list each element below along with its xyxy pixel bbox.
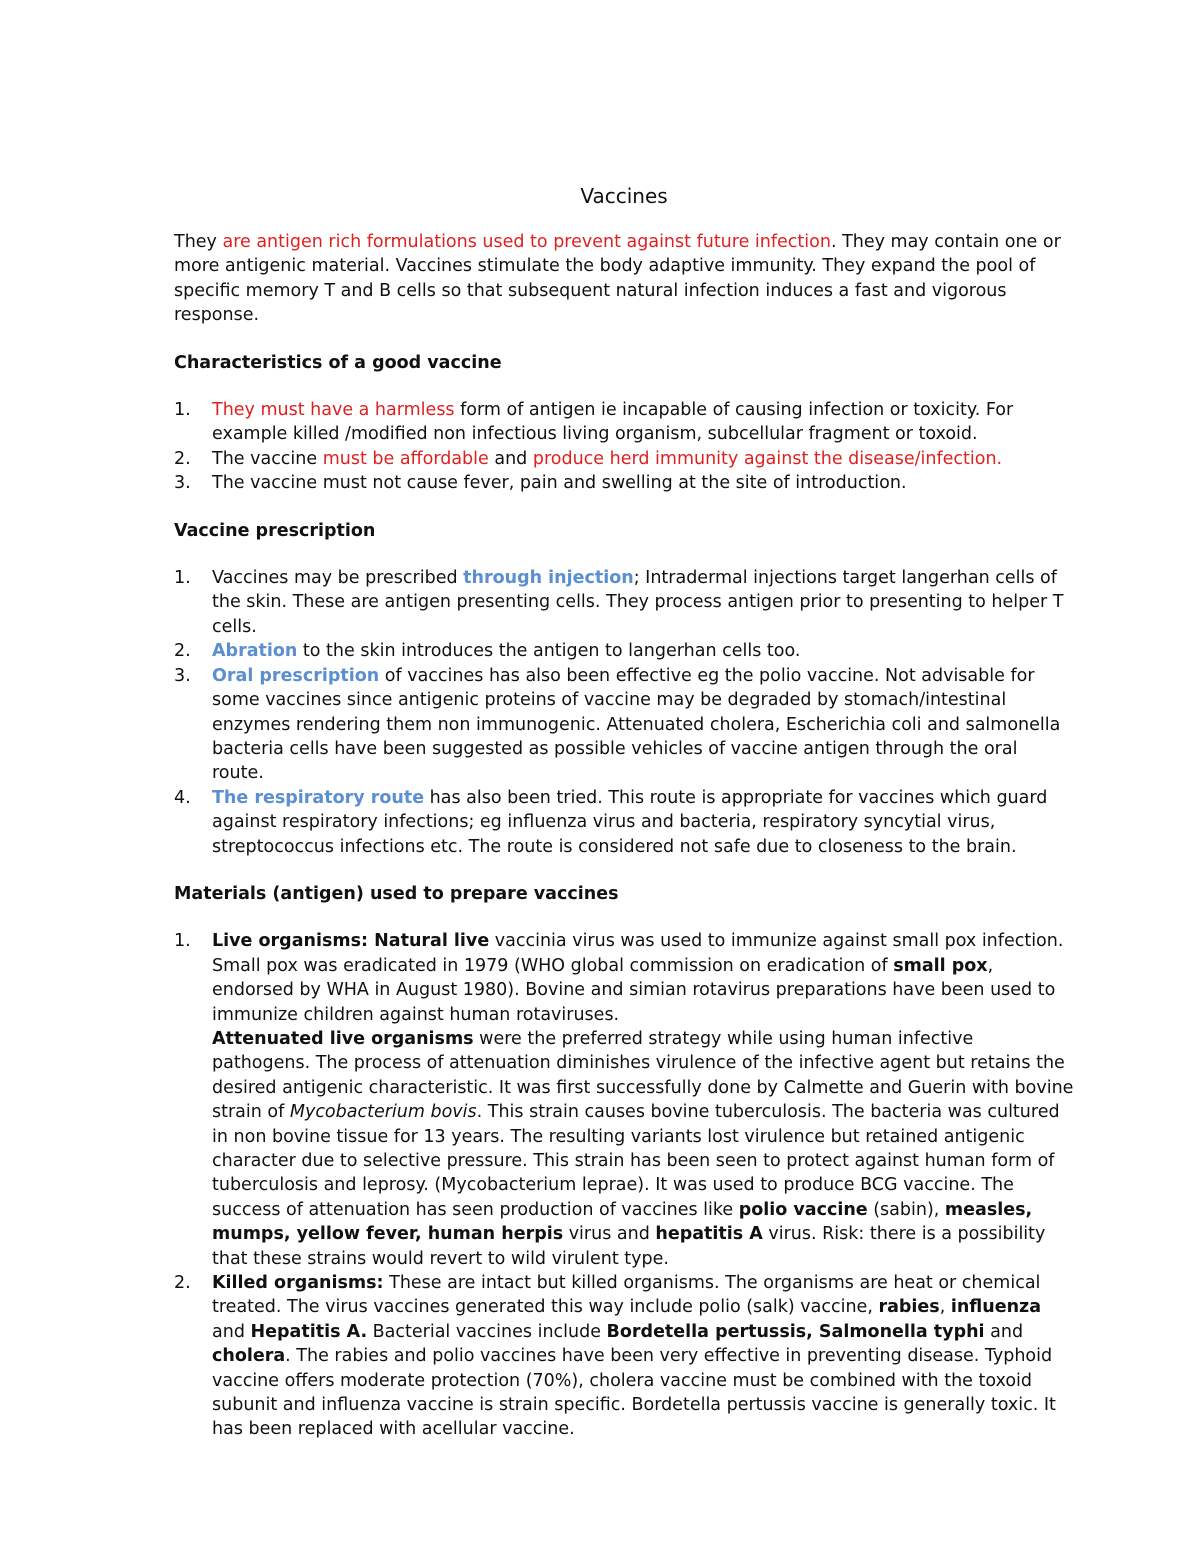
list-number: 4.	[174, 787, 191, 808]
list-item	[174, 639, 1074, 663]
item-text: and	[488, 448, 533, 469]
bold-term: Live organisms: Natural live	[212, 931, 490, 952]
item-text: These are intact but killed organisms. The organisms are heat or chemical treated. The virus vaccines generated this way include polio (salk) vaccine,	[212, 1273, 1041, 1318]
bold-term: Attenuated live organisms	[212, 1028, 474, 1049]
route-term: Oral prescription	[212, 665, 380, 686]
list-number: 1.	[174, 931, 191, 952]
item-text: of vaccines has also been effective eg the polio vaccine. Not advisable for some vaccines since antigenic proteins of vaccine may be degraded by stomach/intestinal enzymes rendering them non immunogenic. Attenuated cholera, Escherichia coli and salmonella bacteria cells have been suggested as possible vehicles of vaccine antigen through the oral route.	[212, 665, 1061, 784]
list-item	[174, 929, 1074, 1271]
list-number: 2.	[174, 641, 191, 662]
item-text: form of antigen ie incapable of causing infection or toxicity. For example killed /modified non infectious living organism, subcellular fragment or toxoid.	[212, 400, 1014, 445]
item-text: The vaccine	[212, 448, 323, 469]
intro-highlight: are antigen rich formulations used to prevent against future infection	[222, 232, 831, 252]
materials-list	[174, 929, 1074, 1442]
bold-term: Hepatitis A.	[250, 1321, 368, 1342]
item-text: , endorsed by WHA in August 1980). Bovine and simian rotavirus preparations have been used to immunize children against human rotaviruses.	[212, 955, 1056, 1025]
item-text: virus. Risk: there is a possibility that these strains would revert to wild virulent type.	[212, 1224, 1046, 1269]
list-item	[174, 1271, 1074, 1442]
prescription-heading: Vaccine prescription	[174, 520, 376, 541]
item-text: virus and	[563, 1224, 656, 1245]
bold-term: small pox	[893, 955, 988, 976]
item-text: (sabin),	[867, 1199, 945, 1220]
document-body	[174, 182, 1074, 1465]
list-number: 1.	[174, 400, 191, 421]
item-text: Vaccines may be prescribed	[212, 568, 464, 589]
item-text: to the skin introduces the antigen to langerhan cells too.	[297, 641, 801, 662]
route-term: The respiratory route	[212, 787, 425, 808]
list-number: 2.	[174, 448, 191, 469]
list-number: 3.	[174, 473, 191, 494]
bold-term: influenza	[950, 1297, 1042, 1318]
list-item	[174, 471, 1074, 495]
list-item	[174, 398, 1074, 447]
characteristics-list	[174, 398, 1074, 496]
item-text: has also been tried. This route is appropriate for vaccines which guard against respiratory infections; eg influenza virus and bacteria, respiratory syncytial virus, streptococcus infections etc. The route is considered not safe due to closeness to the brain.	[212, 787, 1048, 857]
species-name: Mycobacterium bovis	[289, 1102, 477, 1123]
characteristics-heading: Characteristics of a good vaccine	[174, 352, 502, 373]
route-term: through injection	[463, 568, 634, 589]
bold-term: polio vaccine	[738, 1199, 868, 1220]
item-text: . The rabies and polio vaccines have been very effective in preventing disease. Typhoid vaccine offers moderate protection (70%), cholera vaccine must be combined with the toxoid subunit and influenza vaccine is strain specific. Bordetella pertussis vaccine is generally toxic. It has been replaced with acellular vaccine.	[212, 1346, 1056, 1440]
list-number: 1.	[174, 568, 191, 589]
bold-term: Killed organisms:	[212, 1273, 384, 1294]
highlight-text: produce herd immunity against the disease/infection.	[532, 448, 1003, 469]
item-text: Bacterial vaccines include	[367, 1321, 607, 1342]
list-item	[174, 786, 1074, 859]
page-title: Vaccines	[580, 184, 668, 208]
intro-text-2: . They may contain one or more antigenic material. Vaccines stimulate the body adaptive immunity. They expand the pool of specific memory T and B cells so that subsequent natural infection induces a fast and vigorous response.	[174, 232, 1061, 326]
item-text: and	[212, 1321, 251, 1342]
item-text: ,	[939, 1297, 951, 1318]
list-number: 2.	[174, 1273, 191, 1294]
intro-text-1: They	[174, 232, 223, 252]
bold-term: hepatitis A	[655, 1224, 763, 1245]
item-text: The vaccine must not cause fever, pain and swelling at the site of introduction.	[212, 473, 907, 494]
bold-term: Bordetella pertussis, Salmonella typhi	[606, 1321, 985, 1342]
list-item	[174, 447, 1074, 471]
list-item	[174, 664, 1074, 786]
highlight-text: They must have a harmless	[212, 400, 455, 421]
intro-paragraph	[174, 230, 1074, 328]
item-text: were the preferred strategy while using human infective pathogens. The process of attenuation diminishes virulence of the infective agent but retains the desired antigenic characteristic. It was first successfully done by Calmette and Guerin with bovine strain of	[212, 1028, 1074, 1123]
list-item	[174, 566, 1074, 639]
highlight-text: must be affordable	[322, 448, 489, 469]
attenuated-paragraph	[212, 1027, 1074, 1271]
item-text: vaccinia virus was used to immunize against small pox infection. Small pox was eradicated in 1979 (WHO global commission on eradication of	[212, 931, 1064, 976]
list-number: 3.	[174, 665, 191, 686]
item-text: ; Intradermal injections target langerhan cells of the skin. These are antigen presenting cells. They process antigen prior to presenting to helper T cells.	[212, 568, 1064, 637]
materials-heading: Materials (antigen) used to prepare vaccines	[174, 883, 619, 904]
prescription-list	[174, 566, 1074, 859]
bold-term: measles, mumps, yellow fever, human herpis	[212, 1199, 1033, 1245]
item-text: and	[984, 1321, 1024, 1342]
route-term: Abration	[212, 641, 298, 662]
bold-term: cholera	[212, 1346, 286, 1367]
item-text: . This strain causes bovine tuberculosis. The bacteria was cultured in non bovine tissue for 13 years. The resulting variants lost virulence but retained antigenic character due to selective pressure. This strain has been seen to protect against human form of tuberculosis and leprosy. (Mycobacterium leprae). It was used to produce BCG vaccine. The success of attenuation has seen production of vaccines like	[212, 1102, 1060, 1220]
bold-term: rabies	[878, 1297, 940, 1318]
